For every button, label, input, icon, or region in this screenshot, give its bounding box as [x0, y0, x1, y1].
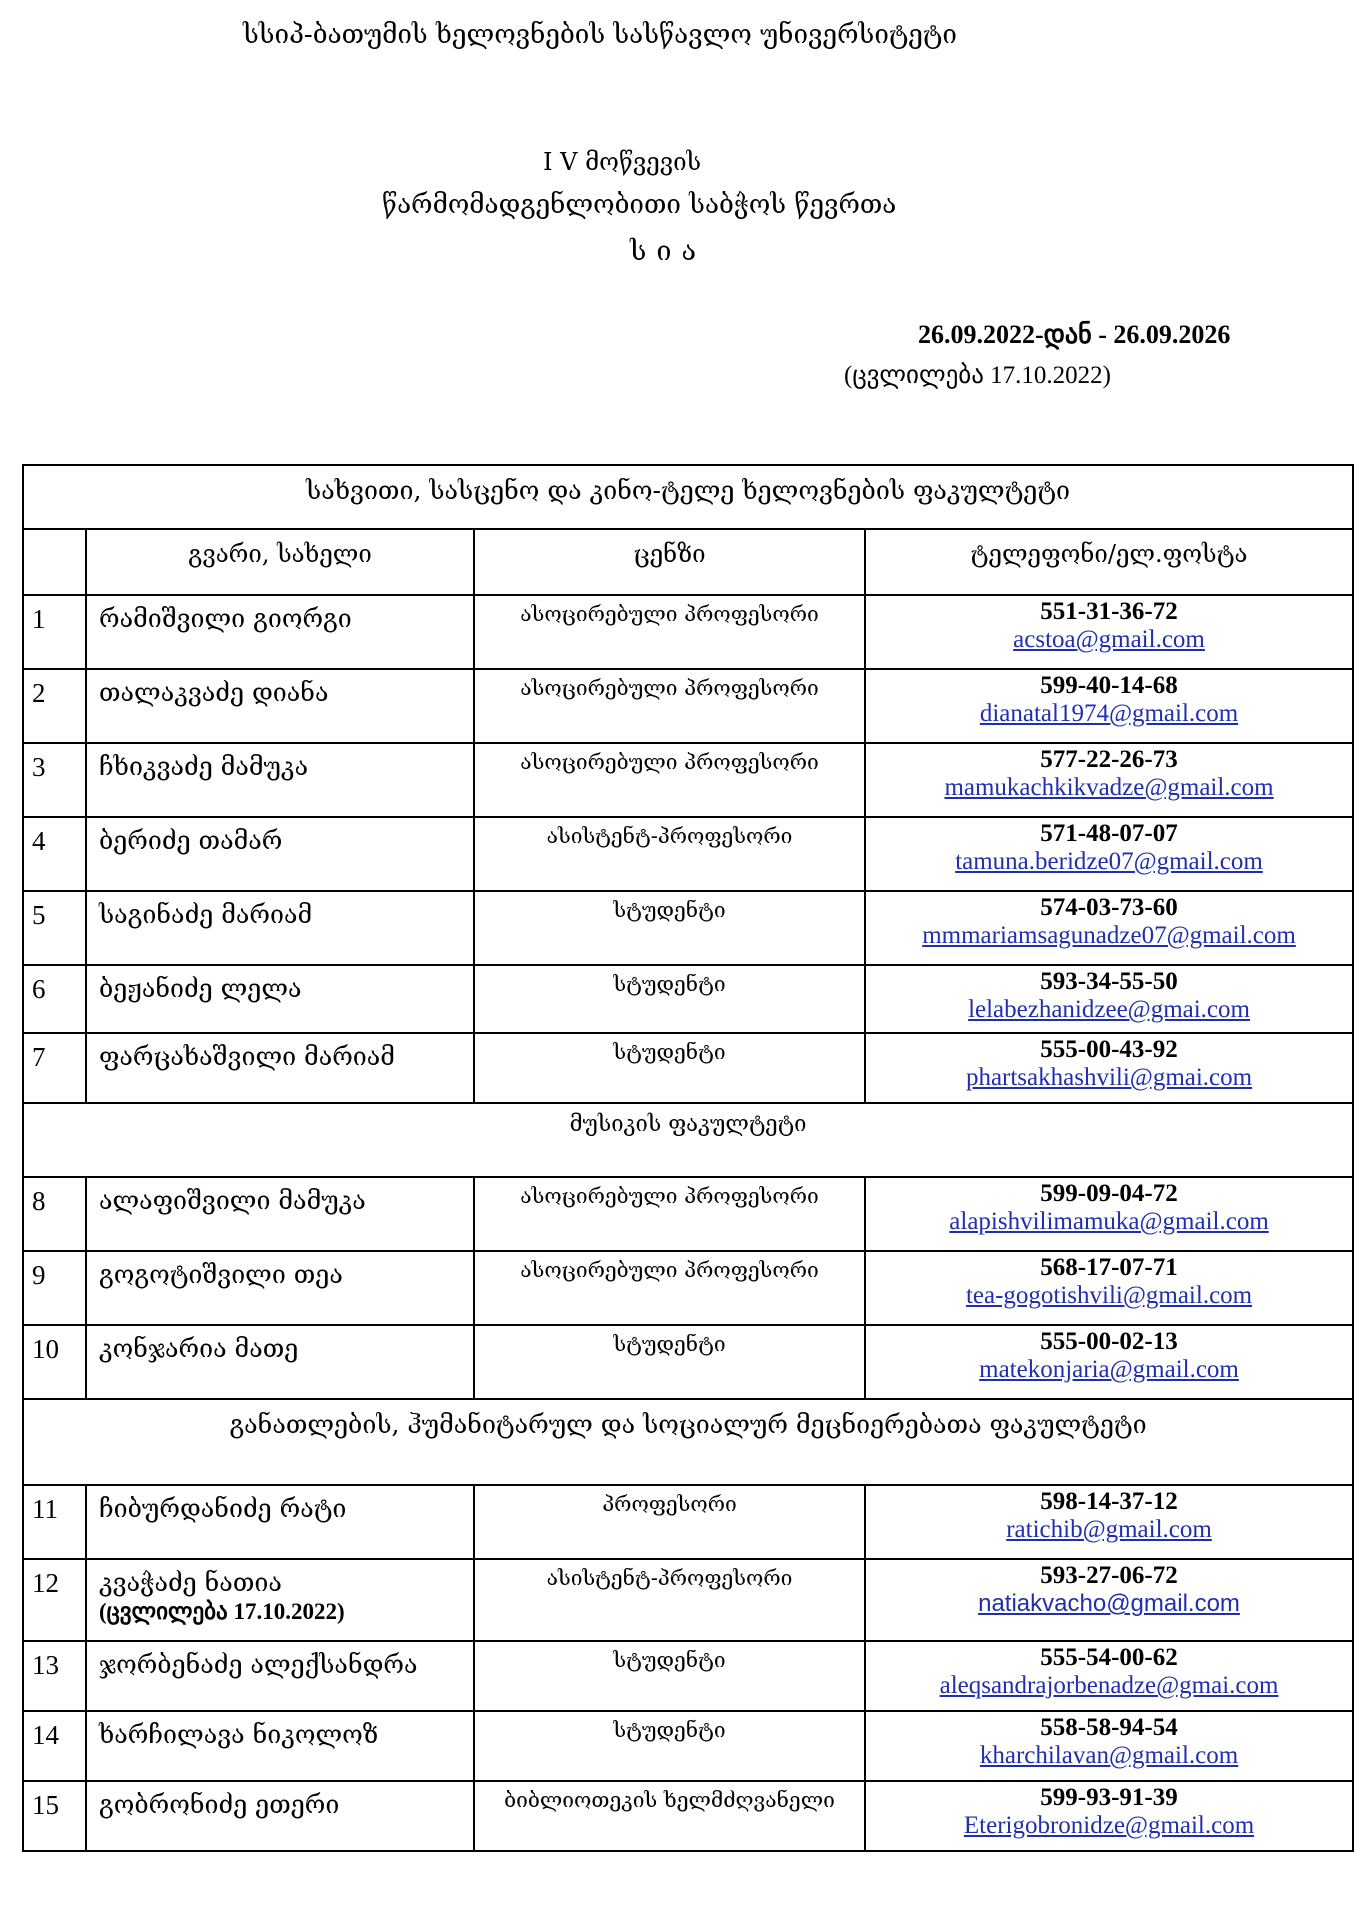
- table-row: [23, 1641, 1353, 1711]
- term-period: 26.09.2022-დან - 26.09.2026: [918, 320, 1231, 349]
- member-name-cell: [86, 743, 474, 817]
- member-position: ასოცირებული პროფესორი: [474, 1177, 865, 1251]
- member-name: ჩიბურდანიძე რატი: [99, 1494, 347, 1523]
- table-row: [23, 817, 1353, 891]
- member-name: ბერიძე თამარ: [99, 826, 283, 855]
- table-row: [23, 1711, 1353, 1781]
- table-row: [23, 1033, 1353, 1103]
- table-row: [23, 891, 1353, 965]
- member-contact-cell: [865, 1251, 1353, 1325]
- member-phone: 598-14-37-12: [1040, 1488, 1178, 1515]
- member-position: სტუდენტი: [474, 1711, 865, 1781]
- member-email-link[interactable]: tamuna.beridze07@gmail.com: [955, 848, 1263, 875]
- member-change-note: (ცვლილება 17.10.2022): [99, 1599, 345, 1624]
- member-name-cell: [86, 669, 474, 743]
- row-number: 10: [23, 1325, 86, 1399]
- member-phone: 551-31-36-72: [1040, 598, 1178, 625]
- member-contact-cell: [865, 891, 1353, 965]
- member-phone: 558-58-94-54: [1040, 1714, 1178, 1741]
- table-row: [23, 1251, 1353, 1325]
- member-contact-cell: [865, 1325, 1353, 1399]
- row-number: 1: [23, 595, 86, 669]
- list-title: სია: [630, 236, 707, 267]
- row-number: 12: [23, 1559, 86, 1641]
- member-name: კონჯარია მათე: [99, 1334, 299, 1363]
- member-name: ჩხიკვაძე მამუკა: [99, 752, 309, 781]
- member-phone: 555-00-02-13: [1040, 1328, 1178, 1355]
- member-contact-cell: [865, 1781, 1353, 1851]
- member-email-link[interactable]: acstoa@gmail.com: [1013, 626, 1205, 653]
- member-phone: 574-03-73-60: [1040, 894, 1178, 921]
- member-phone: 555-54-00-62: [1040, 1644, 1178, 1671]
- member-position: სტუდენტი: [474, 1033, 865, 1103]
- member-contact-cell: [865, 1033, 1353, 1103]
- member-position: ბიბლიოთეკის ხელმძღვანელი: [474, 1781, 865, 1851]
- member-name-cell: [86, 1177, 474, 1251]
- member-name: ფარცახაშვილი მარიამ: [99, 1042, 395, 1071]
- member-contact-cell: [865, 1177, 1353, 1251]
- member-name-cell: [86, 1325, 474, 1399]
- change-note: (ცვლილება 17.10.2022): [844, 362, 1111, 389]
- row-number: 15: [23, 1781, 86, 1851]
- members-table: [22, 464, 1354, 1852]
- council-title: წარმომადგენლობითი საბჭოს წევრთა: [382, 190, 897, 220]
- row-number: 6: [23, 965, 86, 1033]
- column-header-number: [23, 529, 86, 595]
- member-phone: 599-93-91-39: [1040, 1784, 1178, 1811]
- member-position: სტუდენტი: [474, 891, 865, 965]
- member-name-cell: [86, 965, 474, 1033]
- table-row: [23, 1781, 1353, 1851]
- member-name: ჯორბენაძე ალექსანდრა: [99, 1650, 418, 1679]
- member-name: ბეჟანიძე ლელა: [99, 974, 302, 1003]
- member-phone: 568-17-07-71: [1040, 1254, 1178, 1281]
- faculty-title-cell: [23, 1399, 1353, 1485]
- member-name: კვაჭაძე ნათია: [99, 1568, 282, 1597]
- member-position: ასოცირებული პროფესორი: [474, 1251, 865, 1325]
- member-contact-cell: [865, 743, 1353, 817]
- member-name-cell: [86, 1251, 474, 1325]
- member-contact-cell: [865, 1641, 1353, 1711]
- member-name: ხარჩილავა ნიკოლოზ: [99, 1720, 379, 1749]
- member-phone: 599-40-14-68: [1040, 672, 1178, 699]
- row-number: 3: [23, 743, 86, 817]
- member-email-link[interactable]: natiakvacho@gmail.com: [978, 1590, 1240, 1617]
- faculty-header-row: [23, 465, 1353, 529]
- member-email-link[interactable]: alapishvilimamuka@gmail.com: [949, 1208, 1269, 1235]
- faculty-title-cell: [23, 465, 1353, 529]
- member-email-link[interactable]: lelabezhanidzee@gmai.com: [968, 996, 1250, 1023]
- faculty-title-cell: [23, 1103, 1353, 1177]
- member-email-link[interactable]: kharchilavan@gmail.com: [979, 1742, 1239, 1769]
- row-number: 4: [23, 817, 86, 891]
- member-name: გობრონიძე ეთერი: [99, 1790, 340, 1819]
- member-name-cell: [86, 1559, 474, 1641]
- member-name-cell: [86, 1711, 474, 1781]
- member-position: პროფესორი: [474, 1485, 865, 1559]
- faculty-title: განათლების, ჰუმანიტარულ და სოციალურ მეცნიერებათა ფაკულტეტი: [229, 1410, 1147, 1439]
- member-name-cell: [86, 1485, 474, 1559]
- member-contact-cell: [865, 595, 1353, 669]
- convocation-label: I V მოწვევის: [543, 148, 702, 176]
- member-name: საგინაძე მარიამ: [99, 900, 313, 929]
- table-row: [23, 1177, 1353, 1251]
- row-number: 2: [23, 669, 86, 743]
- faculty-header-row: [23, 1399, 1353, 1485]
- member-name: რამიშვილი გიორგი: [99, 604, 352, 633]
- table-row: [23, 669, 1353, 743]
- member-phone: 599-09-04-72: [1040, 1180, 1178, 1207]
- table-row: [23, 1485, 1353, 1559]
- member-phone: 593-27-06-72: [1040, 1562, 1178, 1589]
- row-number: 9: [23, 1251, 86, 1325]
- member-position: სტუდენტი: [474, 1325, 865, 1399]
- member-name-cell: [86, 891, 474, 965]
- row-number: 11: [23, 1485, 86, 1559]
- member-contact-cell: [865, 1711, 1353, 1781]
- row-number: 8: [23, 1177, 86, 1251]
- column-header-position: ცენზი: [474, 529, 865, 595]
- member-email-link[interactable]: dianatal1974@gmail.com: [979, 700, 1239, 727]
- member-contact-cell: [865, 965, 1353, 1033]
- member-email-link[interactable]: aleqsandrajorbenadze@gmai.com: [939, 1672, 1279, 1699]
- column-header-row: [23, 529, 1353, 595]
- member-email-link[interactable]: tea-gogotishvili@gmail.com: [965, 1282, 1253, 1309]
- member-email-link[interactable]: phartsakhashvili@gmai.com: [965, 1064, 1253, 1091]
- member-email-link[interactable]: ratichib@gmail.com: [1006, 1516, 1212, 1543]
- table-row: [23, 965, 1353, 1033]
- member-position: ასისტენტ-პროფესორი: [474, 817, 865, 891]
- member-email-link[interactable]: Eterigobronidze@gmail.com: [963, 1812, 1255, 1839]
- member-position: ასისტენტ-პროფესორი: [474, 1559, 865, 1641]
- table-row: [23, 1559, 1353, 1641]
- row-number: 14: [23, 1711, 86, 1781]
- member-email-link[interactable]: mmmariamsagunadze07@gmail.com: [922, 922, 1296, 949]
- member-phone: 577-22-26-73: [1040, 746, 1178, 773]
- member-contact-cell: [865, 1485, 1353, 1559]
- member-email-link[interactable]: mamukachkikvadze@gmail.com: [944, 774, 1274, 801]
- member-phone: 593-34-55-50: [1040, 968, 1178, 995]
- member-name-cell: [86, 1033, 474, 1103]
- table-row: [23, 595, 1353, 669]
- member-contact-cell: [865, 1559, 1353, 1641]
- member-name: თალაკვაძე დიანა: [99, 678, 329, 707]
- university-title: სსიპ-ბათუმის ხელოვნების სასწავლო უნივერსიტეტი: [243, 20, 957, 50]
- row-number: 5: [23, 891, 86, 965]
- member-contact-cell: [865, 817, 1353, 891]
- member-position: სტუდენტი: [474, 1641, 865, 1711]
- member-name-cell: [86, 817, 474, 891]
- row-number: 7: [23, 1033, 86, 1103]
- member-name-cell: [86, 1641, 474, 1711]
- column-header-contact: ტელეფონი/ელ.ფოსტა: [865, 529, 1353, 595]
- member-position: ასოცირებული პროფესორი: [474, 595, 865, 669]
- faculty-title: სახვითი, სასცენო და კინო-ტელე ხელოვნების ფაკულტეტი: [306, 476, 1071, 505]
- member-phone: 555-00-43-92: [1040, 1036, 1178, 1063]
- member-position: ასოცირებული პროფესორი: [474, 669, 865, 743]
- member-phone: 571-48-07-07: [1040, 820, 1178, 847]
- row-number: 13: [23, 1641, 86, 1711]
- member-name: ალაფიშვილი მამუკა: [99, 1186, 366, 1215]
- table-row: [23, 1325, 1353, 1399]
- member-position: სტუდენტი: [474, 965, 865, 1033]
- faculty-title: მუსიკის ფაკულტეტი: [569, 1112, 807, 1137]
- member-contact-cell: [865, 669, 1353, 743]
- member-email-link[interactable]: matekonjaria@gmail.com: [979, 1356, 1239, 1383]
- table-row: [23, 743, 1353, 817]
- member-position: ასოცირებული პროფესორი: [474, 743, 865, 817]
- member-name-cell: [86, 595, 474, 669]
- faculty-header-row: [23, 1103, 1353, 1177]
- column-header-name: გვარი, სახელი: [86, 529, 474, 595]
- member-name-cell: [86, 1781, 474, 1851]
- member-name: გოგოტიშვილი თეა: [99, 1260, 343, 1289]
